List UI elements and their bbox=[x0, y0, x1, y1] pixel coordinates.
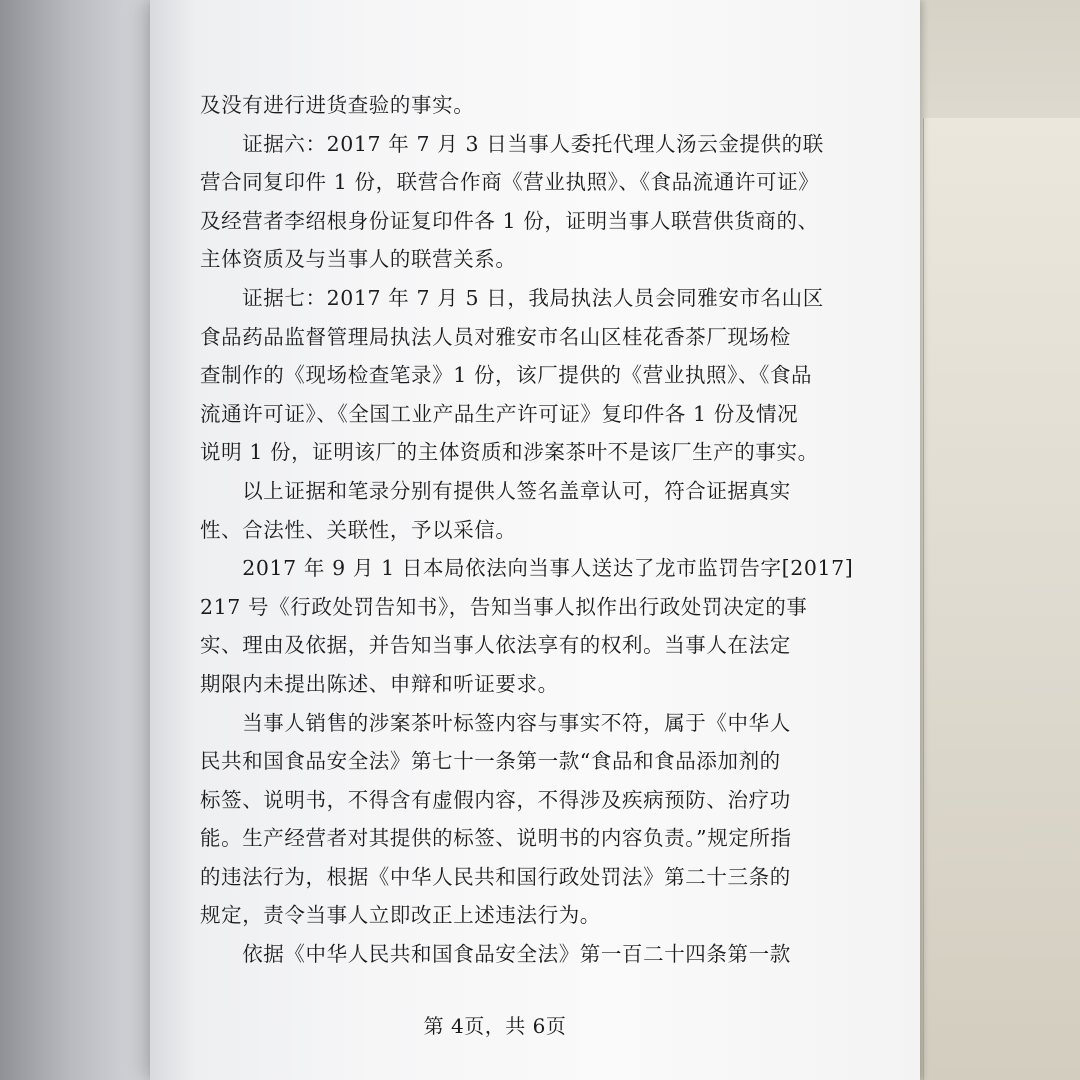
text-line: 当事人销售的涉案茶叶标签内容与事实不符，属于《中华人 bbox=[200, 710, 791, 735]
text-line: 217 号《行政处罚告知书》，告知当事人拟作出行政处罚决定的事 bbox=[200, 594, 808, 619]
right-paper-edge bbox=[923, 118, 1080, 1080]
text-line: 流通许可证》、《全国工业产品生产许可证》复印件各 1 份及情况 bbox=[200, 401, 799, 426]
text-line: 标签、说明书，不得含有虚假内容，不得涉及疾病预防、治疗功 bbox=[200, 787, 791, 812]
text-line: 的违法行为，根据《中华人民共和国行政处罚法》第二十三条的 bbox=[200, 864, 791, 889]
text-line: 能。生产经营者对其提供的标签、说明书的内容负责。”规定所指 bbox=[200, 826, 792, 851]
text-line: 期限内未提出陈述、申辩和听证要求。 bbox=[200, 671, 559, 696]
text-line: 证据六：2017 年 7 月 3 日当事人委托代理人汤云金提供的联 bbox=[200, 131, 824, 156]
right-background-paper bbox=[905, 0, 1080, 1080]
text-line: 说明 1 份，证明该厂的主体资质和涉案茶叶不是该厂生产的事实。 bbox=[200, 440, 819, 465]
text-line: 营合同复印件 1 份，联营合作商《营业执照》、《食品流通许可证》 bbox=[200, 170, 820, 195]
text-line: 民共和国食品安全法》第七十一条第一款“食品和食品添加剂的 bbox=[200, 749, 781, 774]
text-line: 性、合法性、关联性，予以采信。 bbox=[200, 517, 517, 542]
page-footer: 第 4页，共 6页 bbox=[423, 1014, 567, 1038]
document-body bbox=[200, 86, 854, 974]
text-line: 证据七：2017 年 7 月 5 日，我局执法人员会同雅安市名山区 bbox=[200, 285, 824, 310]
text-line: 及经营者李绍根身份证复印件各 1 份，证明当事人联营供货商的、 bbox=[200, 208, 819, 233]
text-line: 食品药品监督管理局执法人员对雅安市名山区桂花香茶厂现场检 bbox=[200, 324, 791, 349]
document-page bbox=[150, 0, 920, 1080]
text-line: 依据《中华人民共和国食品安全法》第一百二十四条第一款 bbox=[200, 942, 791, 967]
text-line: 及没有进行进货查验的事实。 bbox=[200, 93, 475, 117]
text-line: 主体资质及与当事人的联营关系。 bbox=[200, 247, 517, 272]
text-line: 查制作的《现场检查笔录》1 份，该厂提供的《营业执照》、《食品 bbox=[200, 363, 813, 388]
text-line: 2017 年 9 月 1 日本局依法向当事人送达了龙市监罚告字[2017] bbox=[200, 556, 854, 581]
text-line: 规定，责令当事人立即改正上述违法行为。 bbox=[200, 903, 601, 928]
text-line: 实、理由及依据，并告知当事人依法享有的权利。当事人在法定 bbox=[200, 633, 791, 658]
text-line: 以上证据和笔录分别有提供人签名盖章认可，符合证据真实 bbox=[200, 478, 791, 503]
